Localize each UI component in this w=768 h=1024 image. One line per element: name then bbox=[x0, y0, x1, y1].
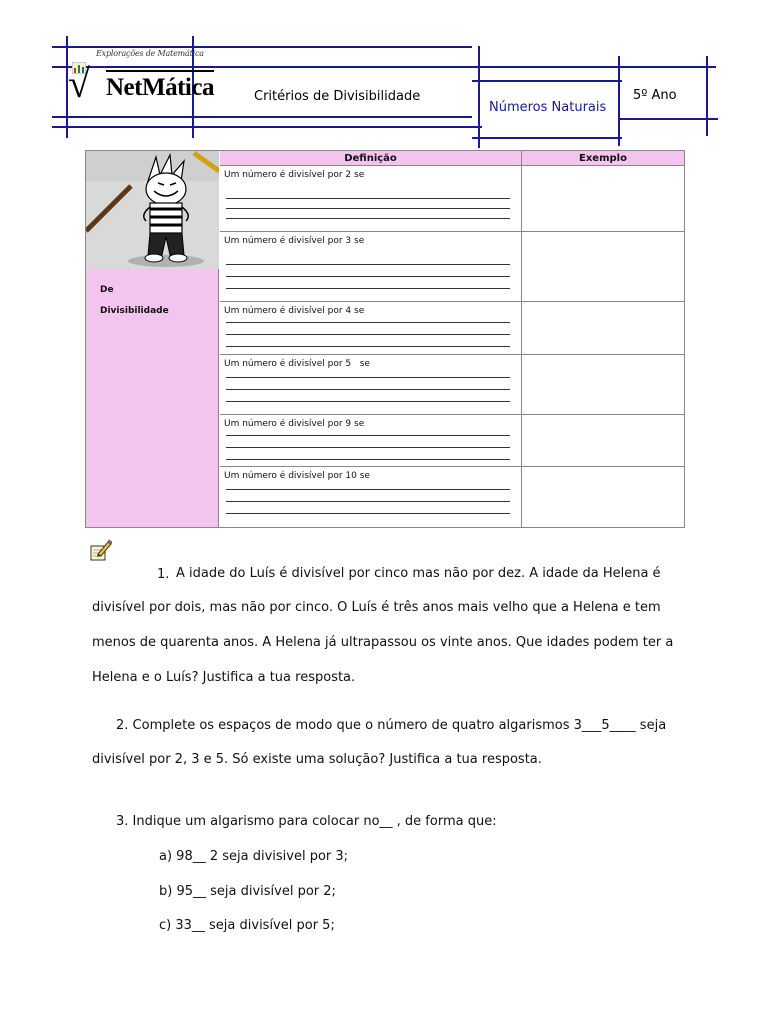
answer-line bbox=[226, 435, 510, 436]
frame-line bbox=[706, 56, 708, 136]
exercise-3-item-c: c) 33__ seja divisível por 5; bbox=[159, 918, 335, 933]
row-label: Um número é divisível por 9 se bbox=[224, 419, 365, 429]
answer-line bbox=[226, 513, 510, 514]
example-cell bbox=[522, 232, 684, 301]
side-label-line1: De bbox=[100, 285, 114, 295]
row-label: Um número é divisível por 4 se bbox=[224, 306, 365, 316]
answer-line bbox=[226, 198, 510, 199]
table-row bbox=[220, 166, 684, 232]
exercise-1-line: Helena e o Luís? Justifica a tua resposta. bbox=[92, 670, 356, 685]
definition-cell bbox=[220, 467, 522, 527]
answer-line bbox=[226, 276, 510, 277]
frame-line bbox=[52, 126, 482, 128]
row-label: Um número é divisível por 10 se bbox=[224, 471, 370, 481]
definition-cell bbox=[220, 232, 522, 301]
table-row bbox=[220, 232, 684, 302]
exercise-1-line: A idade do Luís é divisível por cinco mas não por dez. A idade da Helena é bbox=[176, 566, 661, 581]
col-example-header: Exemplo bbox=[579, 153, 627, 164]
table-side-panel bbox=[86, 151, 219, 527]
table-header bbox=[220, 151, 684, 166]
frame-line bbox=[472, 80, 622, 82]
row-label: Um número é divisível por 2 se bbox=[224, 170, 365, 180]
table-row bbox=[220, 302, 684, 355]
row-label: Um número é divisível por 5 se bbox=[224, 359, 370, 369]
definition-cell bbox=[220, 415, 522, 466]
answer-line bbox=[226, 346, 510, 347]
definition-cell bbox=[220, 166, 522, 231]
exercise-3-item-b: b) 95__ seja divisível por 2; bbox=[159, 884, 336, 899]
example-cell bbox=[522, 467, 684, 527]
exercise-1-number: 1. bbox=[157, 567, 170, 582]
answer-line bbox=[226, 288, 510, 289]
answer-line bbox=[226, 322, 510, 323]
example-cell bbox=[522, 415, 684, 466]
logo-subtitle: Explorações de Matemática bbox=[96, 49, 204, 58]
frame-line bbox=[618, 56, 620, 146]
answer-line bbox=[226, 377, 510, 378]
answer-line bbox=[226, 208, 510, 209]
definition-cell bbox=[220, 355, 522, 414]
table-row bbox=[220, 355, 684, 415]
exercise-3-intro: 3. Indique um algarismo para colocar no__ , de forma que: bbox=[116, 814, 497, 829]
exercise-2-line: divisível por 2, 3 e 5. Só existe uma solução? Justifica a tua resposta. bbox=[92, 752, 542, 767]
answer-line bbox=[226, 389, 510, 390]
netmatica-logo bbox=[66, 46, 214, 118]
answer-line bbox=[226, 447, 510, 448]
example-cell bbox=[522, 355, 684, 414]
row-label: Um número é divisível por 3 se bbox=[224, 236, 365, 246]
answer-line bbox=[226, 459, 510, 460]
cartoon-image bbox=[86, 151, 219, 269]
exercise-2-line: 2. Complete os espaços de modo que o número de quatro algarismos 3___5____ seja bbox=[116, 718, 667, 733]
answer-line bbox=[226, 218, 510, 219]
answer-line bbox=[226, 264, 510, 265]
frame-line bbox=[472, 137, 622, 139]
answer-line bbox=[226, 401, 510, 402]
logo-text: NetMática bbox=[106, 70, 214, 102]
pencil-note-icon bbox=[88, 538, 112, 562]
exercise-1-line: menos de quarenta anos. A Helena já ultrapassou os vinte anos. Que idades podem ter a bbox=[92, 635, 674, 650]
example-cell bbox=[522, 166, 684, 231]
divisibility-table bbox=[85, 150, 685, 528]
answer-line bbox=[226, 489, 510, 490]
table-row bbox=[220, 467, 684, 527]
sqrt-symbol: √ bbox=[68, 61, 90, 106]
frame-line bbox=[618, 118, 718, 120]
side-label-line2: Divisibilidade bbox=[100, 306, 169, 316]
page-title: Critérios de Divisibilidade bbox=[254, 89, 421, 104]
example-cell bbox=[522, 302, 684, 354]
cartoon-boy-icon bbox=[86, 151, 219, 269]
grade-label: 5º Ano bbox=[633, 88, 677, 103]
answer-line bbox=[226, 501, 510, 502]
table-row bbox=[220, 415, 684, 467]
definition-cell bbox=[220, 302, 522, 354]
frame-line bbox=[478, 46, 480, 148]
answer-line bbox=[226, 334, 510, 335]
topic-label: Números Naturais bbox=[489, 100, 607, 115]
col-definition-header: Definição bbox=[220, 151, 522, 166]
exercise-1-line: divisível por dois, mas não por cinco. O Luís é três anos mais velho que a Helena e tem bbox=[92, 600, 661, 615]
exercise-3-item-a: a) 98__ 2 seja divisivel por 3; bbox=[159, 849, 349, 864]
